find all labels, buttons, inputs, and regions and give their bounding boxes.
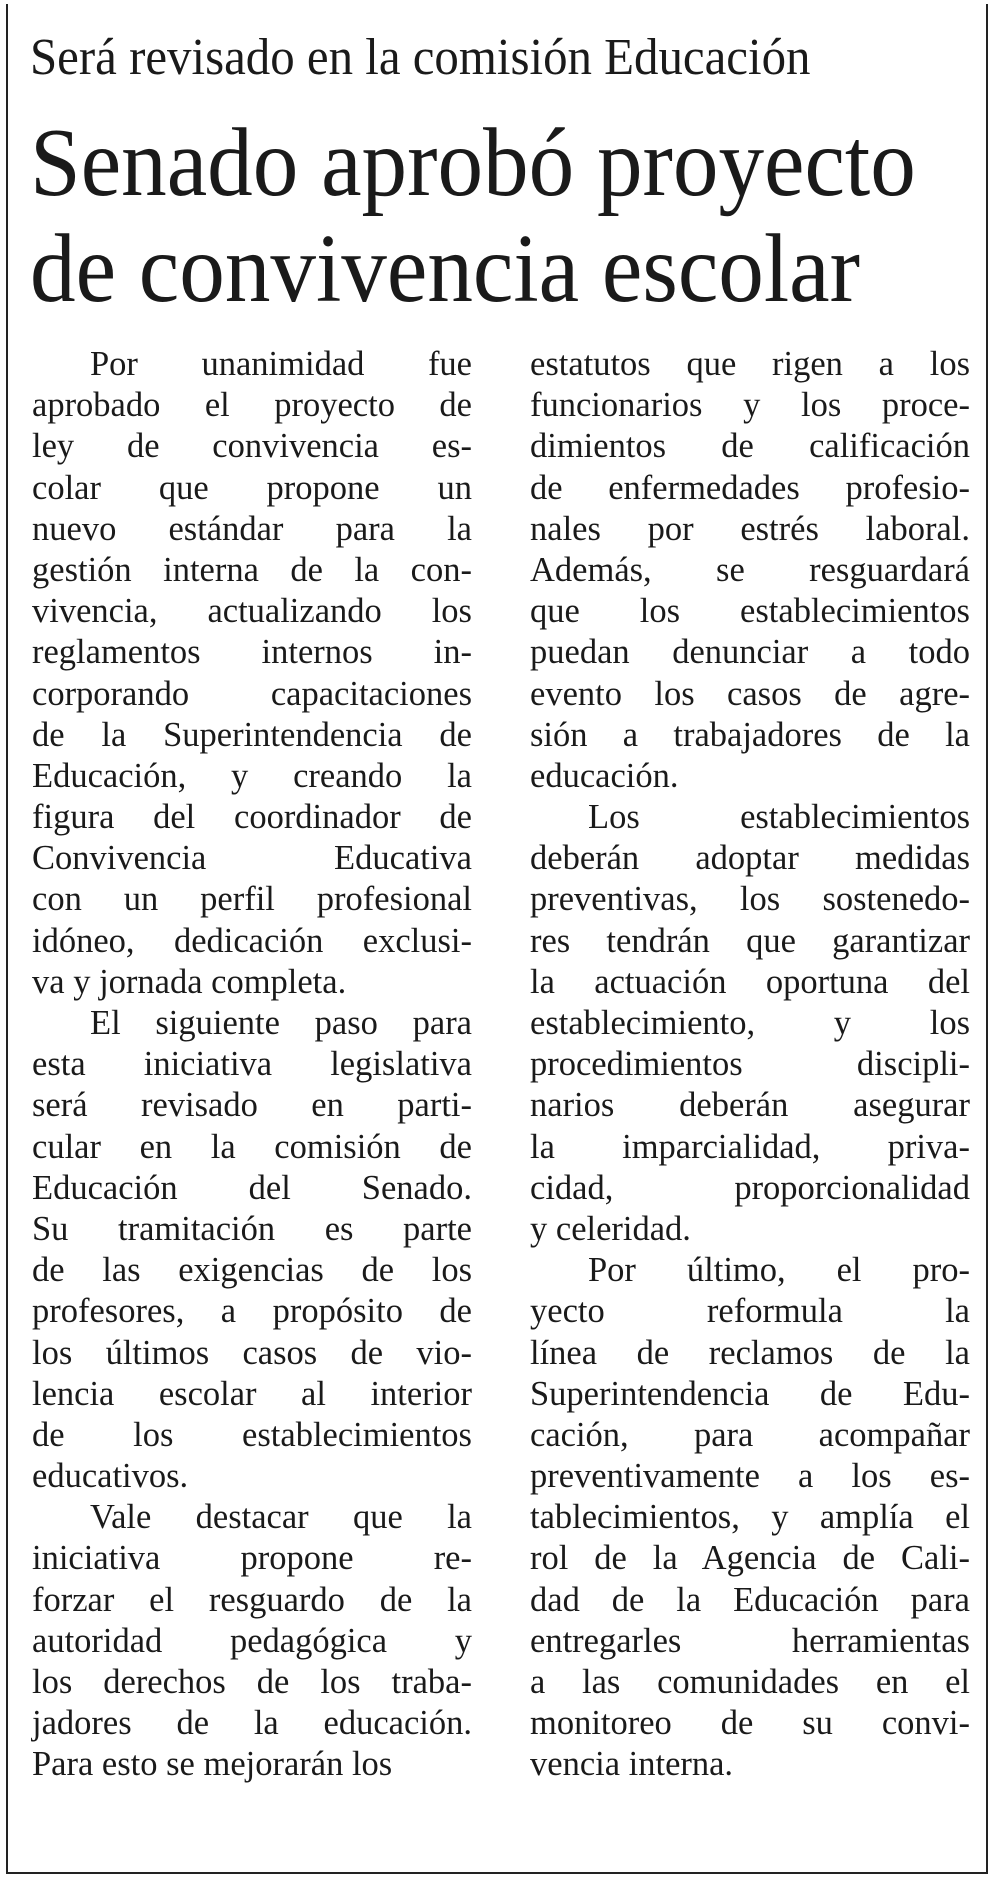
- article-text-line: vivencia, actualizando los: [32, 592, 472, 631]
- article-text-line: El siguiente paso para: [90, 1004, 472, 1042]
- article-text-line: vencia interna.: [530, 1745, 734, 1784]
- article-text-line: rol de la Agencia de Cali-: [530, 1539, 970, 1578]
- headline-line: Senado aprobó proyecto: [30, 109, 916, 217]
- article-text-line: colar que propone un: [32, 468, 472, 507]
- article-text-line: cidad, proporcionalidad: [530, 1168, 970, 1207]
- article-text-line: será revisado en parti-: [32, 1086, 472, 1125]
- article-text-line: entregarles herramientas: [530, 1621, 970, 1660]
- article-text-line: reglamentos internos in-: [32, 633, 472, 672]
- article-text-line: Educación del Senado.: [32, 1168, 472, 1207]
- headline-line: de convivencia escolar: [30, 215, 860, 323]
- article-text-line: figura del coordinador de: [32, 798, 472, 837]
- article-text-line: línea de reclamos de la: [530, 1333, 970, 1372]
- article-text-line: narios deberán asegurar: [530, 1086, 970, 1125]
- article-text-line: preventivamente a los es-: [530, 1457, 970, 1496]
- article-text-line: ley de convivencia es-: [32, 427, 472, 466]
- article-text-line: de enfermedades profesio-: [530, 468, 970, 507]
- article-text-line: que los establecimientos: [530, 592, 970, 631]
- article-text-line: preventivas, los sostenedo-: [530, 880, 970, 919]
- article-text-line: Además, se resguardará: [530, 550, 970, 589]
- article-text-line: dad de la Educación para: [530, 1580, 970, 1619]
- article-text-line: monitoreo de su convi-: [530, 1704, 970, 1743]
- article-text-line: Por unanimidad fue: [90, 345, 472, 383]
- article-text-line: puedan denunciar a todo: [530, 633, 970, 672]
- article-text-line: va y jornada completa.: [32, 962, 347, 1001]
- article-text-line: corporando capacitaciones: [32, 674, 472, 713]
- article-text-line: nuevo estándar para la: [32, 509, 472, 548]
- article-text-line: gestión interna de la con-: [32, 550, 472, 589]
- left-column: [32, 344, 472, 1786]
- article-text-line: con un perfil profesional: [32, 880, 472, 919]
- article-text-line: aprobado el proyecto de: [32, 386, 472, 425]
- article-text-line: esta iniciativa legislativa: [32, 1045, 472, 1084]
- article-text-line: Educación, y creando la: [32, 756, 472, 795]
- article-text-line: la actuación oportuna del: [530, 962, 970, 1001]
- article-text-line: los últimos casos de vio-: [32, 1333, 472, 1372]
- article-text-line: Superintendencia de Edu-: [530, 1374, 970, 1413]
- article-text-line: a las comunidades en el: [530, 1663, 970, 1701]
- article-text-line: establecimiento, y los: [530, 1004, 970, 1042]
- article-text-line: funcionarios y los proce-: [530, 386, 970, 425]
- article-text-line: sión a trabajadores de la: [530, 715, 970, 754]
- article-text-line: deberán adoptar medidas: [530, 839, 970, 878]
- right-column: [530, 344, 970, 1786]
- article-text-line: los derechos de los traba-: [32, 1663, 472, 1701]
- article-text-line: procedimientos discipli-: [530, 1045, 970, 1084]
- article-text-line: cular en la comisión de: [32, 1127, 472, 1166]
- article-text-line: Su tramitación es parte: [32, 1209, 472, 1248]
- article-text-line: educación.: [530, 756, 679, 795]
- article-text-line: idóneo, dedicación exclusi-: [32, 921, 472, 960]
- article-text-line: Los establecimientos: [588, 798, 970, 837]
- article-text-line: Por último, el pro-: [588, 1251, 970, 1290]
- article-text-line: Para esto se mejorarán los: [32, 1745, 393, 1784]
- article-text-line: nales por estrés laboral.: [530, 509, 970, 548]
- article-text-line: tablecimientos, y amplía el: [530, 1498, 970, 1537]
- article-text-line: la imparcialidad, priva-: [530, 1127, 970, 1166]
- article-text-line: profesores, a propósito de: [32, 1292, 472, 1331]
- article-text-line: Convivencia Educativa: [32, 839, 472, 878]
- article-text-line: educativos.: [32, 1457, 189, 1496]
- article-text-line: lencia escolar al interior: [32, 1374, 472, 1413]
- article-text-line: de los establecimientos: [32, 1415, 472, 1454]
- article-text-line: autoridad pedagógica y: [32, 1621, 472, 1660]
- article-text-line: estatutos que rigen a los: [530, 345, 970, 383]
- article-text-line: yecto reformula la: [530, 1292, 970, 1331]
- article-kicker: Será revisado en la comisión Educación: [30, 29, 811, 86]
- article-text-line: de la Superintendencia de: [32, 715, 472, 754]
- article-headline: [30, 110, 916, 322]
- article-text-line: cación, para acompañar: [530, 1415, 970, 1454]
- article-text-line: jadores de la educación.: [32, 1704, 472, 1743]
- article-text-line: dimientos de calificación: [530, 427, 970, 466]
- article-text-line: de las exigencias de los: [32, 1251, 472, 1290]
- article-text-line: res tendrán que garantizar: [530, 921, 970, 960]
- article-text-line: y celeridad.: [530, 1209, 691, 1248]
- article-text-line: evento los casos de agre-: [530, 674, 970, 713]
- article-text-line: forzar el resguardo de la: [32, 1580, 472, 1619]
- article-text-line: Vale destacar que la: [90, 1498, 472, 1537]
- article-text-line: iniciativa propone re-: [32, 1539, 472, 1578]
